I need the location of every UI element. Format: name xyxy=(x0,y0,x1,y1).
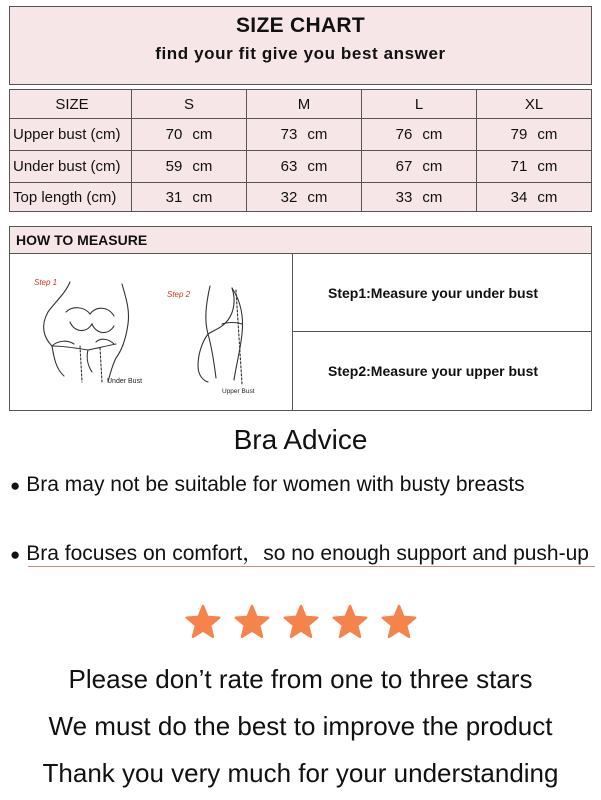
size-col-l: L xyxy=(362,90,477,119)
table-cell: 76 cm xyxy=(362,119,477,151)
star-icon xyxy=(236,606,268,637)
star-icon xyxy=(383,606,415,637)
table-cell: 70 cm xyxy=(132,119,247,151)
advice-bullet xyxy=(10,537,589,567)
table-cell: 67 cm xyxy=(362,151,477,183)
step1-text: Step1:Measure your under bust xyxy=(328,284,539,301)
closing-line: Please don’t rate from one to three stars xyxy=(68,664,533,694)
size-chart-header xyxy=(9,6,592,85)
closing-line: Thank you very much for your understanding xyxy=(42,758,559,788)
rating-stars xyxy=(183,602,423,642)
advice-bullet xyxy=(10,473,525,497)
size-table-header-row xyxy=(10,90,592,119)
table-cell: 73 cm xyxy=(247,119,362,151)
star-icon xyxy=(187,606,219,637)
size-chart-title: SIZE CHART xyxy=(236,14,365,37)
table-cell: 32 cm xyxy=(247,183,362,212)
measuring-figures-illustration xyxy=(10,254,292,410)
size-col-xl: XL xyxy=(477,90,592,119)
table-cell: 31 cm xyxy=(132,183,247,212)
table-cell: 59 cm xyxy=(132,151,247,183)
closing-line: We must do the best to improve the product xyxy=(48,711,553,741)
how-to-measure-section xyxy=(9,226,592,411)
table-cell: 79 cm xyxy=(477,119,592,151)
star-icon xyxy=(285,606,317,637)
divider-line xyxy=(28,566,595,567)
table-cell: 71 cm xyxy=(477,151,592,183)
size-table xyxy=(9,89,592,212)
step1-instruction xyxy=(293,254,591,332)
measure-illustration xyxy=(10,254,293,410)
upper-bust-illustration-label: Upper Bust xyxy=(222,388,255,395)
step1-illustration-label: Step 1 xyxy=(34,278,58,287)
size-corner-label: SIZE xyxy=(10,90,132,119)
step2-illustration-label: Step 2 xyxy=(167,290,191,299)
size-col-s: S xyxy=(132,90,247,119)
row-label-top-length: Top length (cm) xyxy=(10,183,132,212)
table-row xyxy=(10,183,592,212)
advice-bullet-text: Bra focuses on comfort，so no enough support and push-up xyxy=(26,542,589,565)
bullet-dot-icon: ● xyxy=(10,545,21,564)
advice-bullet-text: Bra may not be suitable for women with busty breasts xyxy=(26,473,525,496)
row-label-under-bust: Under bust (cm) xyxy=(10,151,132,183)
step2-text: Step2:Measure your upper bust xyxy=(328,363,539,379)
advice-title: Bra Advice xyxy=(233,424,368,455)
under-bust-illustration-label: Under Bust xyxy=(107,378,143,385)
how-to-measure-heading: HOW TO MEASURE xyxy=(10,227,591,254)
table-row xyxy=(10,119,592,151)
step2-instruction xyxy=(293,332,591,410)
bullet-dot-icon: ● xyxy=(10,476,21,495)
star-icon xyxy=(334,606,366,637)
size-chart-subtitle: find your fit give you best answer xyxy=(155,44,446,63)
table-cell: 34 cm xyxy=(477,183,592,212)
row-label-upper-bust: Upper bust (cm) xyxy=(10,119,132,151)
table-cell: 33 cm xyxy=(362,183,477,212)
size-col-m: M xyxy=(247,90,362,119)
table-cell: 63 cm xyxy=(247,151,362,183)
table-row xyxy=(10,151,592,183)
